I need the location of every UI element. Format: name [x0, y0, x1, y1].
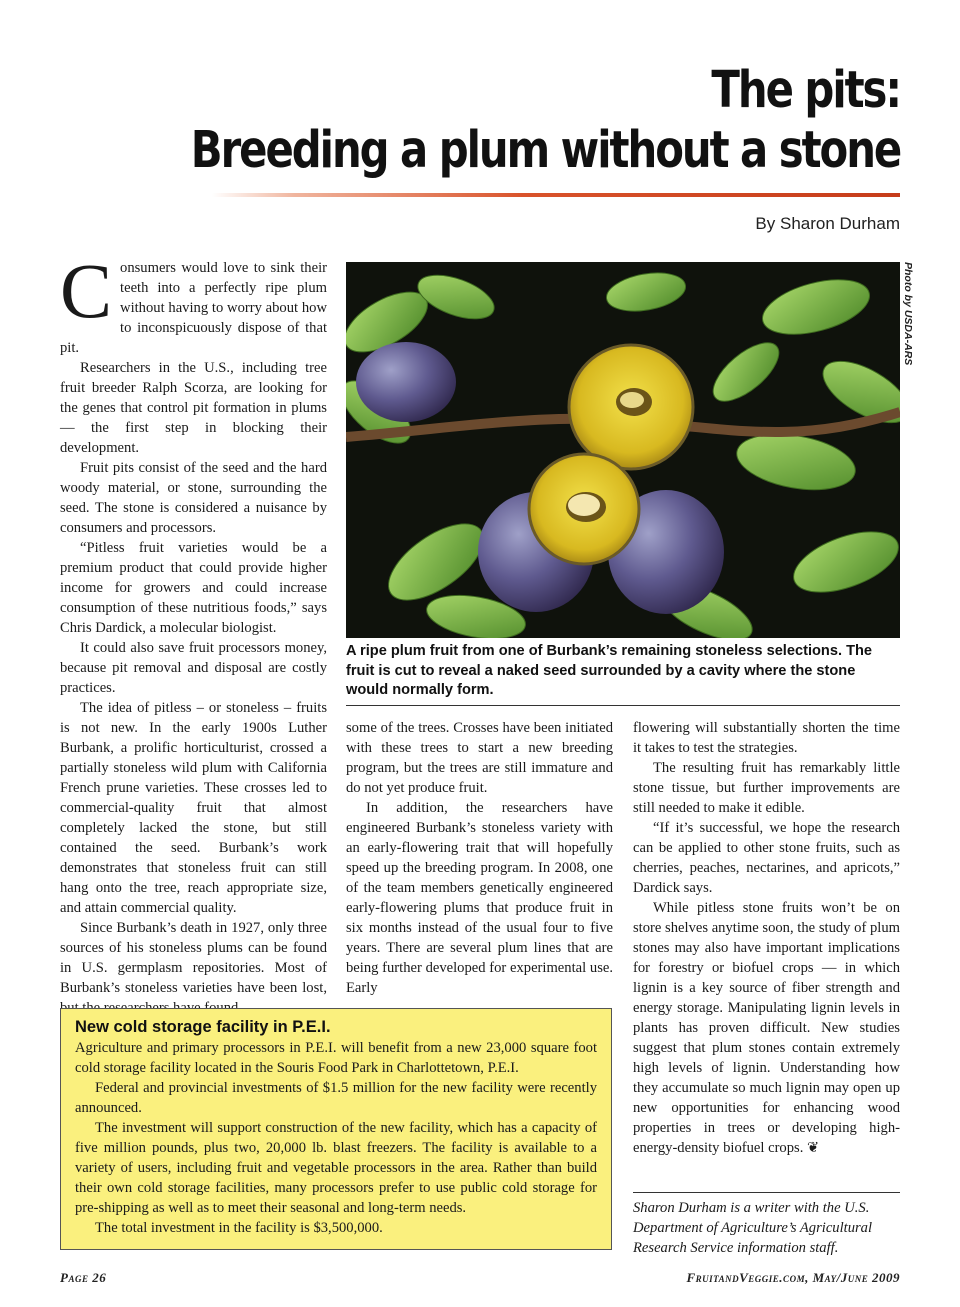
news-sidebar-box — [60, 1008, 612, 1250]
article-column-1 — [60, 247, 327, 1018]
bio-divider — [633, 1192, 900, 1193]
byline: By Sharon Durham — [755, 214, 900, 233]
article-paragraph: The resulting fruit has remarkably little stone tissue, but further improvements are still needed to make it edible. — [633, 760, 900, 816]
article-paragraph: The idea of pitless – or stoneless – fruits is not new. In the early 1900s Luther Burbank, a prolific horticulturist, crossed a partially stoneless wild plum with California French prune varieties. These crosses led to commercial-quality fruit that almost completely lacked the stone, but still contained the seed. Burbank’s work demonstrates that stoneless fruit can still hang onto the tree, reach appropriate size, and attain commercial quality. — [60, 700, 327, 916]
article-column-2 — [346, 718, 613, 998]
author-bio: Sharon Durham is a writer with the U.S. Department of Agriculture’s Agricultural Research Service information staff. — [633, 1200, 873, 1256]
article-paragraph: “Pitless fruit varieties would be a premium product that could provide higher income for growers and could increase consumption of these nutritious foods,” says Chris Dardick, a molecular biologist. — [60, 540, 327, 636]
photo-credit: Photo by USDA-ARS — [902, 262, 914, 366]
sidebar-paragraph: Federal and provincial investments of $1.5 million for the new facility were recently announced. — [75, 1080, 597, 1116]
headline-line-2: Breeding a plum without a stone — [190, 121, 900, 180]
article-paragraph: In addition, the researchers have engineered Burbank’s stoneless variety with an early-flowering trait that will hopefully speed up the breeding program. In 2008, one of the team members genetically engineered early-flowering plums that produce fruit in six months instead of the usual four to five years. There are several plum lines that are being further developed for experimental use. Early — [346, 800, 613, 996]
sidebar-paragraph: The total investment in the facility is $3,500,000. — [95, 1220, 383, 1236]
article-column-3 — [633, 718, 900, 1158]
drop-cap: C — [60, 247, 113, 334]
plum-illustration — [346, 262, 900, 638]
article-paragraph: flowering will substantially shorten the time it takes to test the strategies. — [633, 720, 900, 756]
plum-photo — [346, 262, 900, 638]
article-paragraph: Fruit pits consist of the seed and the hard woody material, or stone, surrounding the seed. The stone is considered a nuisance by consumers and processors. — [60, 460, 327, 536]
article-paragraph: “If it’s successful, we hope the research can be applied to other stone fruits, such as cherries, peaches, nectarines, and apricots,” Dardick says. — [633, 820, 900, 896]
sidebar-paragraph: The investment will support construction of the new facility, which has a capacity of five million pounds, plus two, 20,000 lb. blast freezers. The facility is available to a variety of users, including fruit and vegetable processors in the area. Rather than build their own cold storage facilities, many processors prefer to use public cold storage for pre-shipping as well as to meet their seasonal and long-term needs. — [75, 1120, 597, 1216]
article-paragraph: Researchers in the U.S., including tree fruit breeder Ralph Scorza, are looking for the genes that control pit formation in plums — the first step in blocking their development. — [60, 360, 327, 456]
article-paragraph — [60, 247, 327, 358]
article-paragraph: Since Burbank’s death in 1927, only three sources of his stoneless plums can be found in U.S. germplasm repositories. Most of Burbank’s stoneless varieties have been lost, — [60, 920, 327, 996]
lead-text: onsumers would love to sink their teeth into a perfectly ripe plum without having to worry about how to inconspicuously dispose of that pit. — [60, 260, 327, 356]
publication-line: FruitandVeggie.com, May/June 2009 — [686, 1270, 900, 1285]
photo-caption: A ripe plum fruit from one of Burbank’s remaining stoneless selections. The fruit is cut to reveal a naked seed surrounded by a cavity where the stone would normally form. — [346, 643, 873, 698]
article-paragraph: While pitless stone fruits won’t be on store shelves anytime soon, the study of plum stones may also have important implications for forestry or biofuel crops — in which lignin is a key source of fiber strength and energy storage. Manipulating lignin levels in plants has proven difficult. New studies suggest that plum stones contain extremely high levels of lignin. Understanding how they accumulate so much lignin may open up new opportunities for enhancing wood properties in trees or developing high-energy-density biofuel crops. ❦ — [633, 900, 900, 1156]
title-rule — [212, 193, 900, 197]
caption-divider — [346, 705, 900, 706]
page-number: Page 26 — [60, 1270, 107, 1285]
sidebar-paragraph: Agriculture and primary processors in P.E.I. will benefit from a new 23,000 square foot cold storage facility located in the Souris Food Park in Charlottetown, P.E.I. — [75, 1040, 597, 1076]
sidebar-title: New cold storage facility in P.E.I. — [75, 1018, 331, 1036]
headline-line-1: The pits: — [711, 61, 900, 120]
article-paragraph: It could also save fruit processors money, because pit removal and disposal are costly practices. — [60, 640, 327, 696]
article-paragraph: some of the trees. Crosses have been initiated with these trees to start a new breeding program, but the trees are still immature and do not yet produce fruit. — [346, 720, 613, 796]
